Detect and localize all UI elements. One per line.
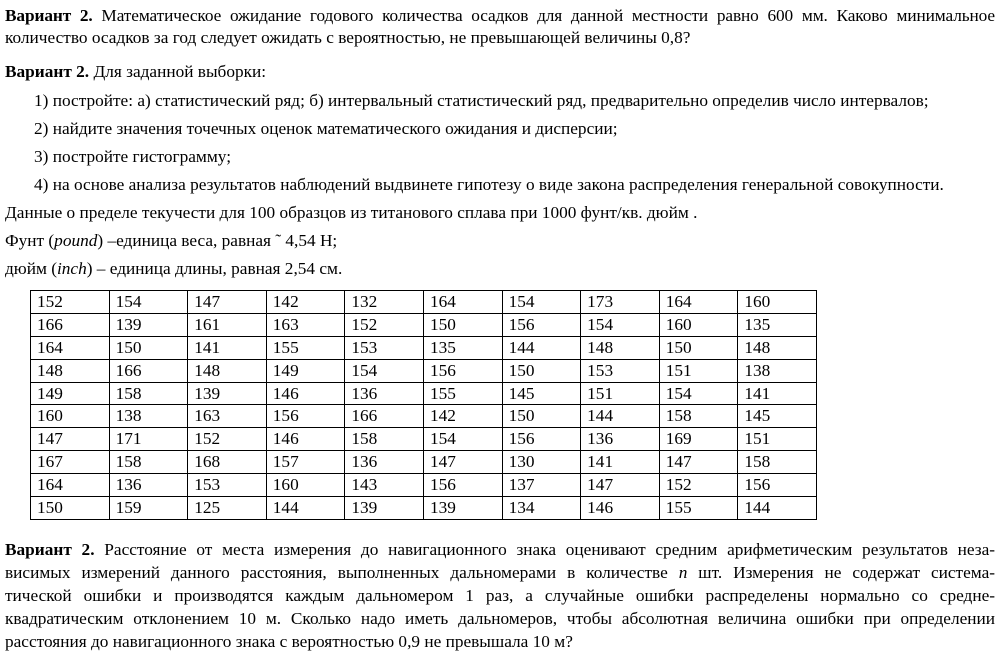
inch-pre: дюйм ( [5, 259, 57, 278]
task3-line4 [5, 609, 995, 629]
table-cell: 139 [188, 382, 267, 405]
pound-word: pound [54, 231, 98, 250]
table-cell: 164 [659, 291, 738, 314]
table-cell: 152 [659, 474, 738, 497]
table-cell: 155 [659, 497, 738, 520]
table-cell: 150 [31, 497, 110, 520]
table-cell: 156 [423, 359, 502, 382]
table-cell: 132 [345, 291, 424, 314]
table-cell: 152 [345, 313, 424, 336]
task2-label: Вариант 2. [5, 62, 90, 81]
table-cell: 152 [31, 291, 110, 314]
table-cell: 149 [266, 359, 345, 382]
table-row [31, 451, 817, 474]
task3-text3: тической ошибки и производятся каждым дальномером 1 раз, а случайные ошибки распределены нормально со средне- [5, 586, 995, 605]
table-cell: 134 [502, 497, 581, 520]
task3-var-n: n [678, 563, 688, 582]
table-cell: 155 [423, 382, 502, 405]
table-cell: 150 [423, 313, 502, 336]
table-cell: 164 [31, 336, 110, 359]
table-cell: 153 [581, 359, 660, 382]
table-cell: 156 [266, 405, 345, 428]
table-cell: 139 [109, 313, 188, 336]
table-row [31, 359, 817, 382]
table-row [31, 474, 817, 497]
table-cell: 167 [31, 451, 110, 474]
task1-line1 [5, 6, 995, 26]
table-cell: 166 [109, 359, 188, 382]
table-cell: 150 [109, 336, 188, 359]
table-cell: 154 [659, 382, 738, 405]
table-cell: 149 [31, 382, 110, 405]
table-cell: 141 [581, 451, 660, 474]
table-cell: 148 [188, 359, 267, 382]
table-cell: 147 [188, 291, 267, 314]
task3-text2-pre: висимых измерений данного расстояния, выполненных дальномерами в количестве [5, 563, 668, 582]
table-cell: 150 [502, 405, 581, 428]
table-cell: 163 [266, 313, 345, 336]
table-row [31, 405, 817, 428]
table-cell: 156 [738, 474, 817, 497]
task1-label: Вариант 2. [5, 6, 93, 25]
table-cell: 144 [266, 497, 345, 520]
table-cell: 142 [423, 405, 502, 428]
task3-line3 [5, 586, 995, 606]
table-cell: 151 [659, 359, 738, 382]
table-row [31, 336, 817, 359]
table-cell: 160 [659, 313, 738, 336]
task3-line5: расстояния до навигационного знака с вероятностью 0,9 не превышала 10 м? [5, 632, 573, 651]
table-cell: 138 [738, 359, 817, 382]
table-row [31, 497, 817, 520]
table-cell: 158 [738, 451, 817, 474]
table-cell: 125 [188, 497, 267, 520]
table-row [31, 428, 817, 451]
task2-intro-line [5, 62, 266, 82]
table-cell: 139 [423, 497, 502, 520]
task3-line2 [5, 563, 995, 583]
table-cell: 169 [659, 428, 738, 451]
table-cell: 142 [266, 291, 345, 314]
task2-data-note: Данные о пределе текучести для 100 образцов из титанового сплава при 1000 фунт/кв. дюйм . [5, 203, 698, 222]
table-cell: 158 [659, 405, 738, 428]
table-cell: 147 [423, 451, 502, 474]
table-cell: 139 [345, 497, 424, 520]
table-row [31, 291, 817, 314]
table-cell: 148 [31, 359, 110, 382]
table-row [31, 313, 817, 336]
table-cell: 168 [188, 451, 267, 474]
task3-label: Вариант 2. [5, 540, 95, 559]
table-cell: 146 [266, 382, 345, 405]
task1-text1: Математическое ожидание годового количества осадков для данной местности равно 600 мм. Каково минимальное [101, 6, 995, 25]
table-cell: 135 [738, 313, 817, 336]
table-cell: 154 [581, 313, 660, 336]
task3-text2-post: шт. Измерения не содержат система- [698, 563, 995, 582]
task2-item-2: 2) найдите значения точечных оценок математического ожидания и дисперсии; [34, 119, 618, 138]
table-cell: 164 [31, 474, 110, 497]
table-cell: 151 [581, 382, 660, 405]
table-cell: 154 [345, 359, 424, 382]
task2-pound-line [5, 231, 337, 251]
table-cell: 144 [738, 497, 817, 520]
table-cell: 152 [188, 428, 267, 451]
sample-data-table [30, 290, 817, 520]
task2-item-3: 3) постройте гистограмму; [34, 147, 231, 166]
table-cell: 136 [581, 428, 660, 451]
table-cell: 156 [423, 474, 502, 497]
table-cell: 155 [266, 336, 345, 359]
table-cell: 160 [31, 405, 110, 428]
task2-item-1: 1) постройте: а) статистический ряд; б) интервальный статистический ряд, предварительно определив число интервалов; [34, 91, 929, 110]
table-cell: 153 [345, 336, 424, 359]
table-cell: 159 [109, 497, 188, 520]
table-cell: 154 [423, 428, 502, 451]
table-row [31, 382, 817, 405]
table-cell: 161 [188, 313, 267, 336]
table-cell: 166 [345, 405, 424, 428]
task1-line2: количество осадков за год следует ожидать с вероятностью, не превышающей величины 0,8? [5, 28, 691, 47]
table-cell: 137 [502, 474, 581, 497]
table-cell: 150 [659, 336, 738, 359]
table-cell: 160 [738, 291, 817, 314]
table-cell: 158 [109, 382, 188, 405]
table-cell: 146 [266, 428, 345, 451]
table-cell: 147 [659, 451, 738, 474]
table-cell: 158 [345, 428, 424, 451]
table-cell: 147 [31, 428, 110, 451]
task3-text4: квадратическим отклонением 10 м. Сколько надо иметь дальномеров, чтобы абсолютная величина ошибки при определении [5, 609, 995, 628]
table-cell: 173 [581, 291, 660, 314]
table-cell: 153 [188, 474, 267, 497]
table-cell: 136 [109, 474, 188, 497]
inch-word: inch [56, 259, 87, 278]
table-cell: 144 [581, 405, 660, 428]
table-cell: 154 [109, 291, 188, 314]
table-cell: 146 [581, 497, 660, 520]
table-cell: 135 [423, 336, 502, 359]
table-cell: 144 [502, 336, 581, 359]
table-cell: 163 [188, 405, 267, 428]
table-cell: 157 [266, 451, 345, 474]
task2-item-4: 4) на основе анализа результатов наблюдений выдвинете гипотезу о виде закона распределения генеральной совокупности. [34, 175, 944, 194]
table-cell: 154 [502, 291, 581, 314]
table-cell: 141 [188, 336, 267, 359]
table-cell: 158 [109, 451, 188, 474]
table-cell: 148 [738, 336, 817, 359]
pound-post: ) –единица веса, равная ˜ 4,54 Н; [97, 231, 338, 250]
table-cell: 156 [502, 313, 581, 336]
table-cell: 150 [502, 359, 581, 382]
task2-intro: Для заданной выборки: [93, 62, 267, 81]
table-cell: 130 [502, 451, 581, 474]
table-cell: 166 [31, 313, 110, 336]
table-cell: 136 [345, 382, 424, 405]
pound-pre: Фунт ( [5, 231, 55, 250]
task3-line1 [5, 540, 995, 560]
table-cell: 136 [345, 451, 424, 474]
table-cell: 141 [738, 382, 817, 405]
table-cell: 151 [738, 428, 817, 451]
table-cell: 156 [502, 428, 581, 451]
task3-text1: Расстояние от места измерения до навигационного знака оценивают средним арифметическим результатов неза- [104, 540, 995, 559]
table-cell: 147 [581, 474, 660, 497]
table-cell: 148 [581, 336, 660, 359]
inch-post: ) – единица длины, равная 2,54 см. [86, 259, 343, 278]
table-cell: 164 [423, 291, 502, 314]
table-cell: 160 [266, 474, 345, 497]
table-cell: 138 [109, 405, 188, 428]
table-cell: 145 [738, 405, 817, 428]
table-cell: 171 [109, 428, 188, 451]
table-cell: 143 [345, 474, 424, 497]
task2-inch-line [5, 259, 342, 279]
table-cell: 145 [502, 382, 581, 405]
